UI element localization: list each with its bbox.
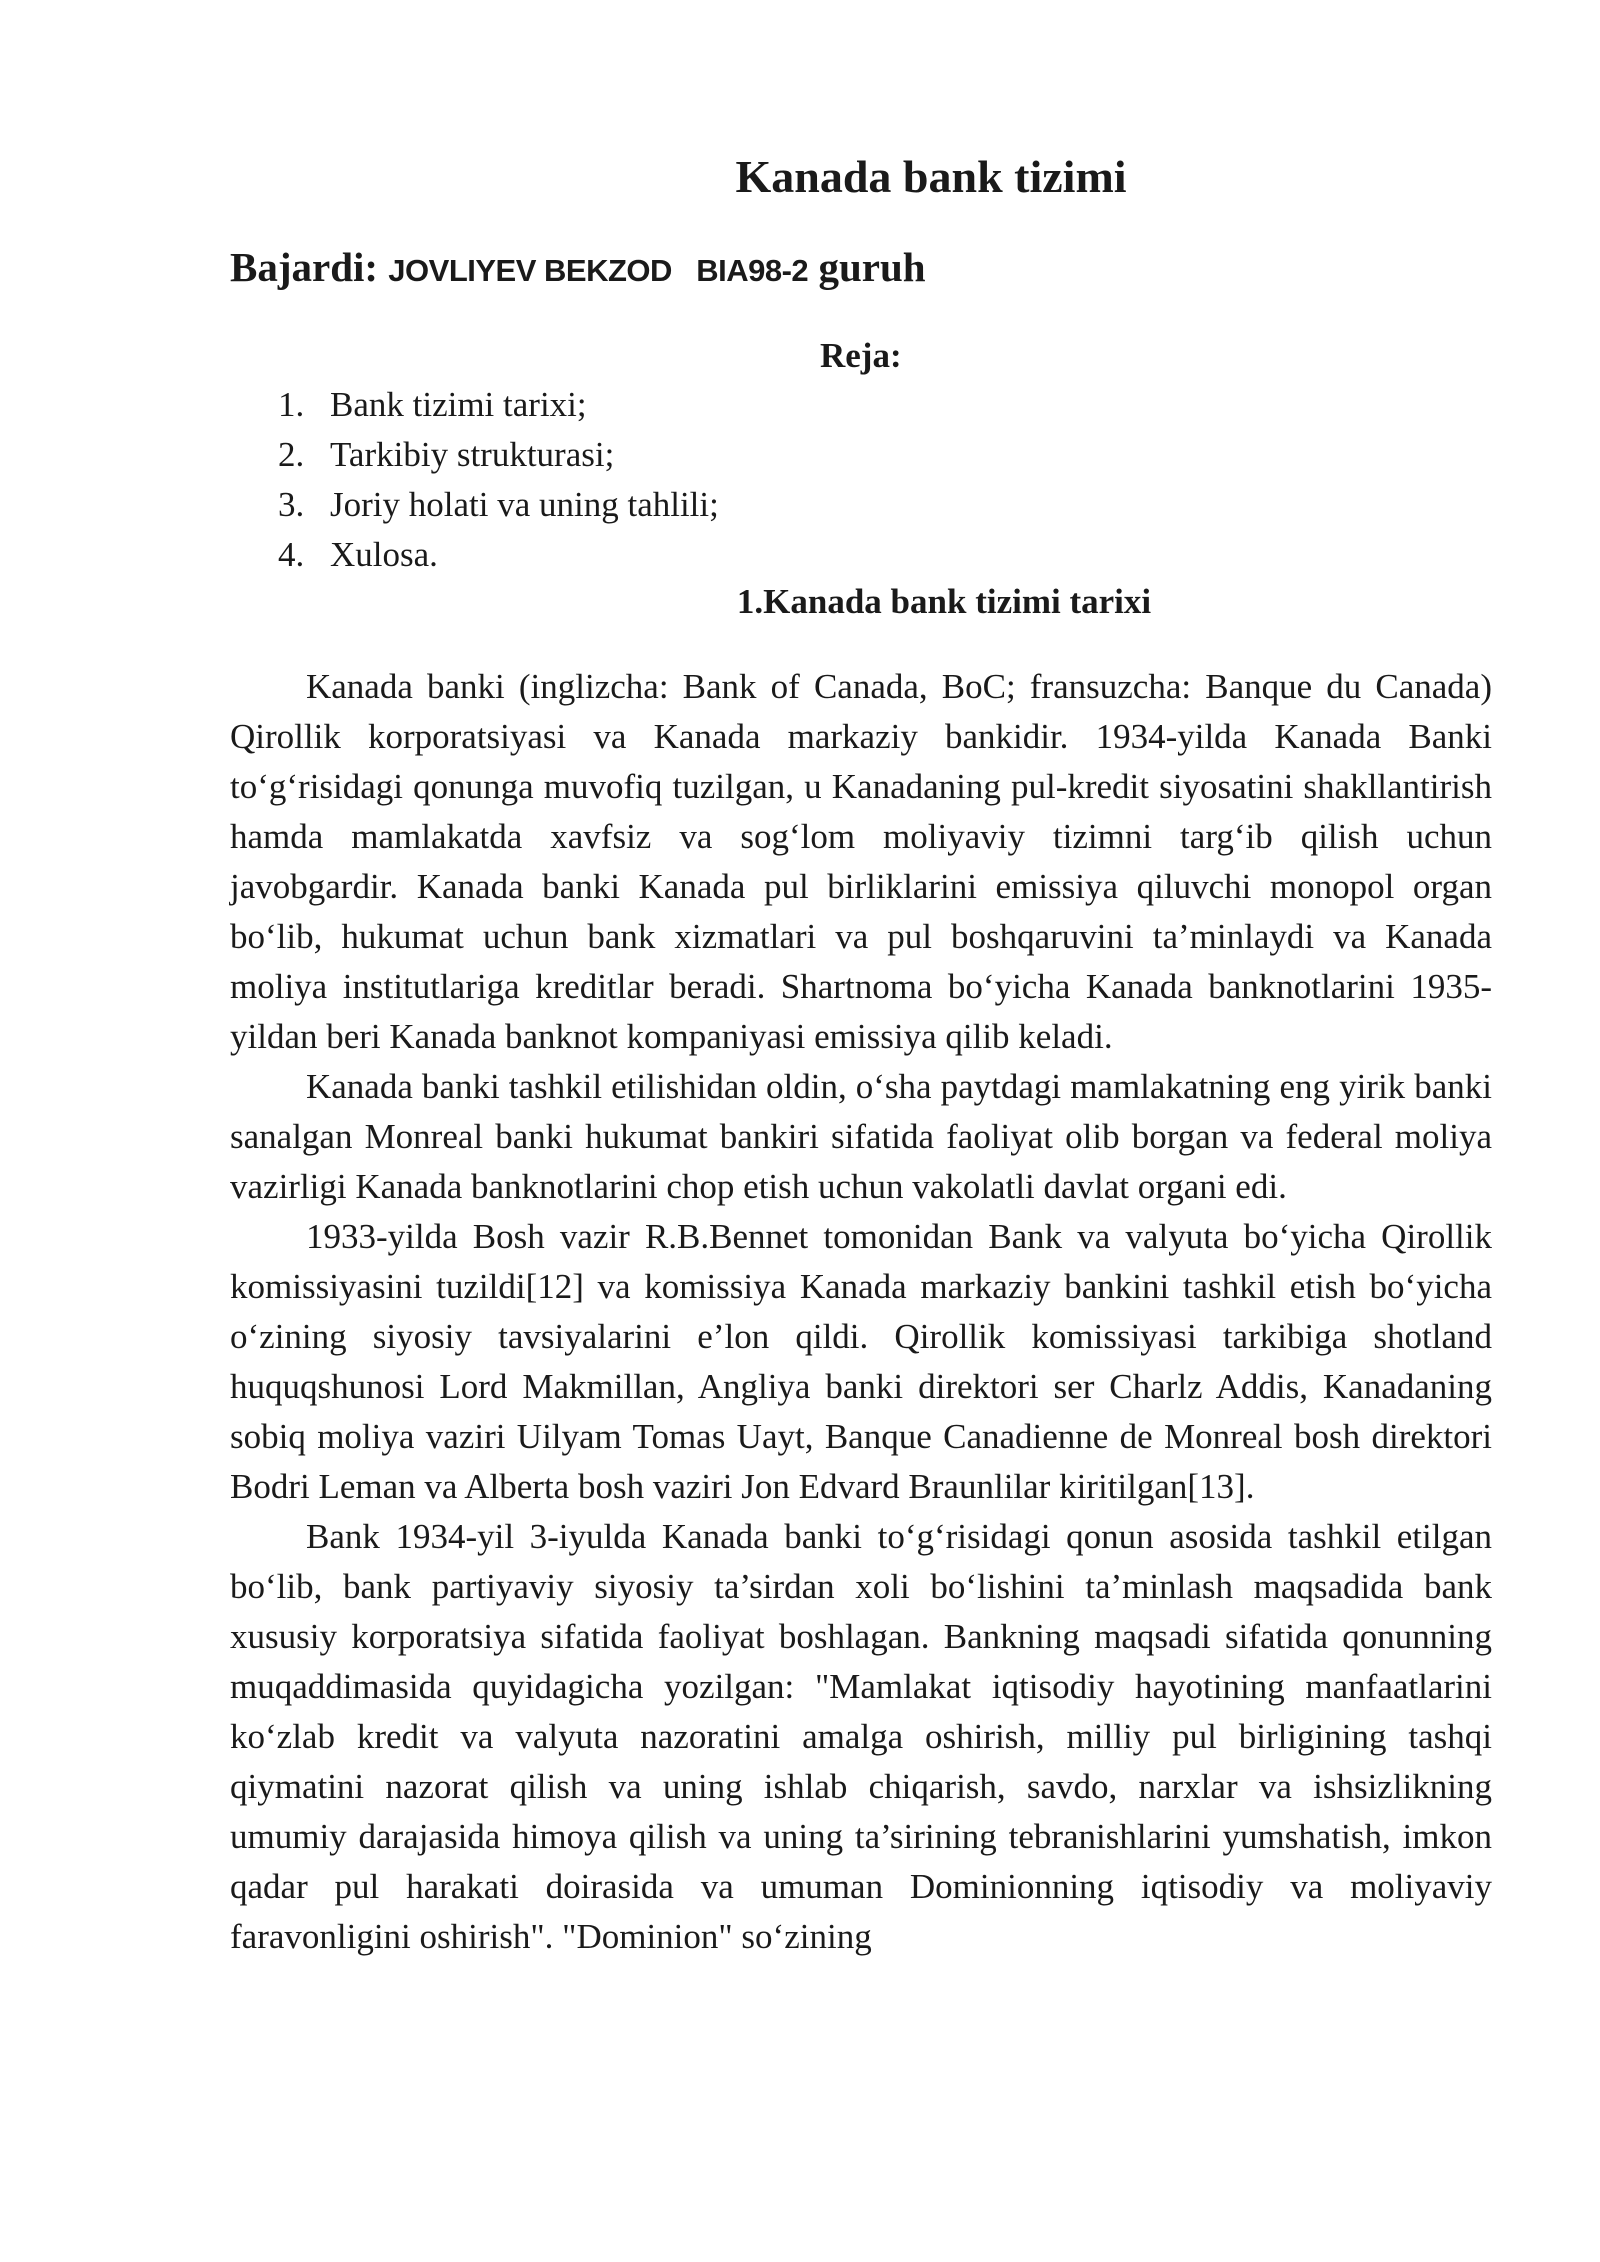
plan-item [278, 480, 719, 530]
paragraph: Bank 1934-yil 3-iyulda Kanada banki to‘g‘risidagi qonun asosida tashkil etilgan bo‘lib, bank partiyaviy siyosiy ta’sirdan xoli bo‘lishini ta’minlash maqsadida bank xususiy korporatsiya sifatida faoliyat boshlagan. Bankning maqsadi sifatida qonunning muqaddimasida quyidagicha yozilgan: "Mamlakat iqtisodiy hayotining manfaatlarini ko‘zlab kredit va valyuta nazoratini amalga oshirish, milliy pul birligining tashqi qiymatini nazorat qilish va uning ishlab chiqarish, savdo, narxlar va ishsizlikning umumiy darajasida himoya qilish va uning ta’sirining tebranishlarini yumshatish, imkon qadar pul harakati doirasida va umuman Dominionning iqtisodiy va moliyaviy faravonligini oshirish". "Dominion" so‘zining [230, 1517, 1492, 1956]
plan-item-number: 2. [278, 435, 305, 474]
document-title: Kanada bank tizimi [735, 151, 1127, 202]
plan-item-number: 1. [278, 385, 305, 424]
plan-item-text: Joriy holati va uning tahlili; [330, 485, 719, 524]
paragraph: Kanada banki (inglizcha: Bank of Canada, BoC; fransuzcha: Banque du Canada) Qirollik korporatsiyasi va Kanada markaziy bankidir. 1934-yilda Kanada Banki to‘g‘risidagi qonunga muvofiq tuzilgan, u Kanadaning pul-kredit siyosatini shakllantirish hamda mamlakatda xavfsiz va sog‘lom moliyaviy tizimni targ‘ib qilish uchun javobgardir. Kanada banki Kanada pul birliklarini emissiya qiluvchi monopol organ bo‘lib, hukumat uchun bank xizmatlari va pul boshqaruvini ta’minlaydi va Kanada moliya institutlariga kreditlar beradi. Shartnoma bo‘yicha Kanada banknotlarini 1935-yildan beri Kanada banknot kompaniyasi emissiya qilib keladi. [230, 667, 1492, 1056]
plan-item-text: Tarkibiy strukturasi; [330, 435, 615, 474]
author-name: JOVLIYEV BEKZOD BIA98-2 [388, 253, 809, 288]
plan-list [278, 380, 719, 580]
paragraph: 1933-yilda Bosh vazir R.B.Bennet tomonidan Bank va valyuta bo‘yicha Qirollik komissiyasini tuzildi[12] va komissiya Kanada markaziy bankini tashkil etish bo‘yicha o‘zining siyosiy tavsiyalarini e’lon qildi. Qirollik komissiyasi tarkibiga shotland huquqshunosi Lord Makmillan, Angliya banki direktori ser Charlz Addis, Kanadaning sobiq moliya vaziri Uilyam Tomas Uayt, Banque Canadienne de Monreal bosh direktori Bodri Leman va Alberta bosh vaziri Jon Edvard Braunlilar kiritilgan[13]. [230, 1217, 1492, 1506]
body-text [230, 662, 1492, 1962]
plan-item [278, 530, 719, 580]
plan-item-number: 3. [278, 485, 305, 524]
plan-heading: Reja: [820, 336, 902, 375]
author-label: Bajardi: [230, 244, 379, 290]
author-group-suffix: guruh [818, 244, 926, 290]
paragraph: Kanada banki tashkil etilishidan oldin, o‘sha paytdagi mamlakatning eng yirik banki sanalgan Monreal banki hukumat bankiri sifatida faoliyat olib borgan va federal moliya vazirligi Kanada banknotlarini chop etish uchun vakolatli davlat organi edi. [230, 1067, 1492, 1206]
plan-item-text: Bank tizimi tarixi; [330, 385, 587, 424]
plan-item [278, 430, 719, 480]
plan-item [278, 380, 719, 430]
section-heading: 1.Kanada bank tizimi tarixi [736, 582, 1152, 621]
plan-item-number: 4. [278, 535, 305, 574]
author-line [230, 243, 926, 291]
plan-item-text: Xulosa. [330, 535, 438, 574]
